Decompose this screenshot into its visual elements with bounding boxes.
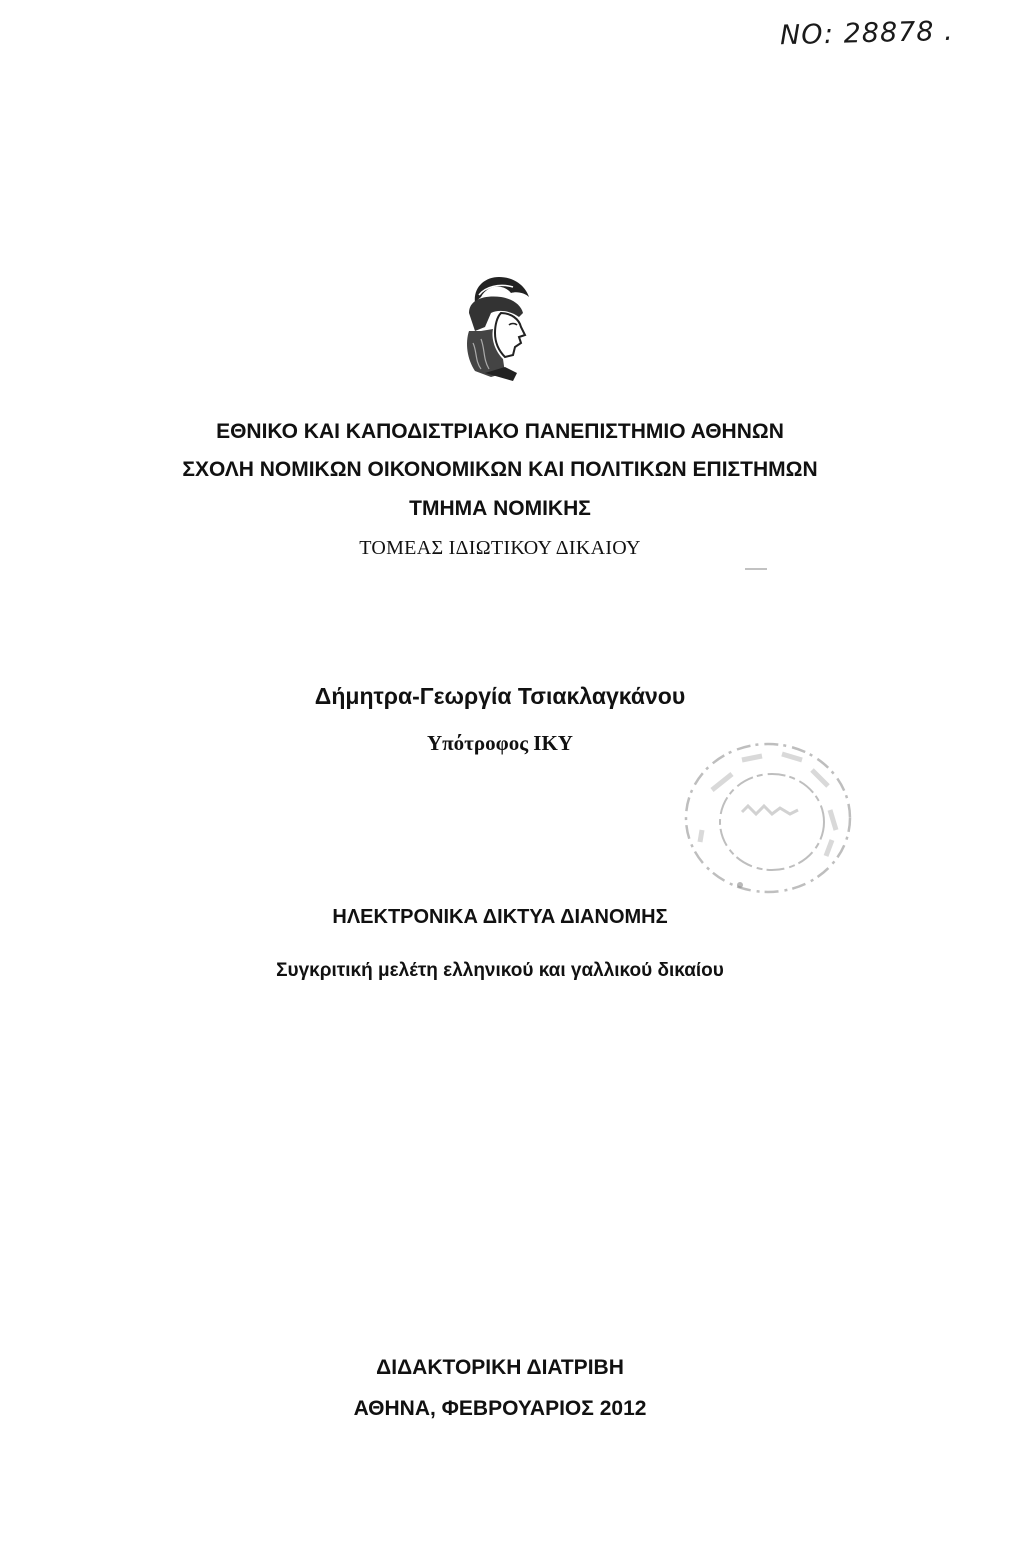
department-name: ΤΜΗΜΑ ΝΟΜΙΚΗΣ [409,497,591,520]
author-fellowship: Υπότροφος ΙΚΥ [427,731,573,755]
university-name: ΕΘΝΙΚΟ ΚΑΙ ΚΑΠΟΔΙΣΤΡΙΑΚΟ ΠΑΝΕΠΙΣΤΗΜΙΟ ΑΘΗΝΩΝ [216,420,784,443]
thesis-title: ΗΛΕΚΤΡΟΝΙΚΑ ΔΙΚΤΥΑ ΔΙΑΝΟΜΗΣ [332,906,668,928]
place-date: ΑΘΗΝΑ, ΦΕΒΡΟΥΑΡΙΟΣ 2012 [353,1397,647,1420]
scan-mark [745,568,767,570]
author-name: Δήμητρα-Γεωργία Τσιακλαγκάνου [314,683,686,709]
athena-head-logo-icon [455,273,539,383]
handwritten-archive-number: NO: 28878 . [779,15,955,52]
thesis-subtitle: Συγκριτική μελέτη ελληνικού και γαλλικού δικαίου [276,960,724,981]
library-stamp-icon [672,730,862,900]
sector-name: ΤΟΜΕΑΣ ΙΔΙΩΤΙΚΟΥ ΔΙΚΑΙΟΥ [359,537,641,559]
thesis-type: ΔΙΔΑΚΤΟΡΙΚΗ ΔΙΑΤΡΙΒΗ [376,1356,624,1379]
school-name: ΣΧΟΛΗ ΝΟΜΙΚΩΝ ΟΙΚΟΝΟΜΙΚΩΝ ΚΑΙ ΠΟΛΙΤΙΚΩΝ ΕΠΙΣΤΗΜΩΝ [182,458,818,481]
